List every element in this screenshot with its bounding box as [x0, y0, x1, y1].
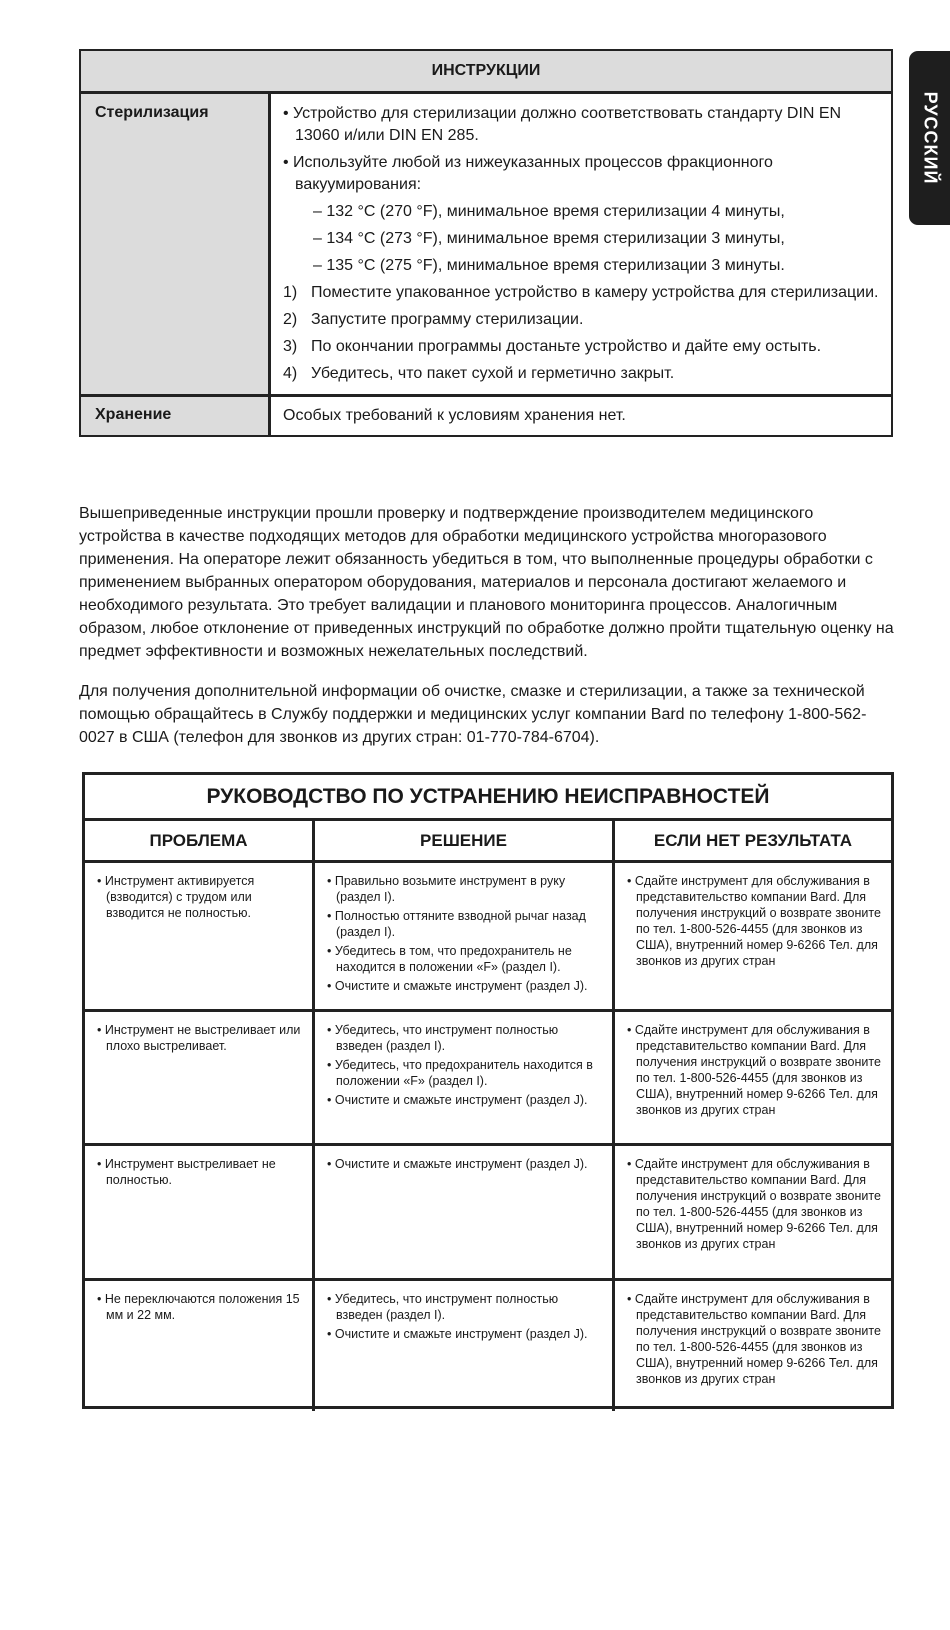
instructions-header: ИНСТРУКЦИИ	[81, 51, 891, 94]
table-row	[85, 1281, 891, 1411]
problem-cell	[85, 1012, 315, 1143]
fallback-text: • Сдайте инструмент для обслуживания в представительство компании Bard. Для получения инструкций о возврате звоните по тел. 1-800-526-4455 (для звонков из США), внутренний номер 9-6266 Тел. для звонков из других стран	[627, 1292, 881, 1386]
instructions-table	[79, 49, 893, 437]
step-text: Поместите упакованное устройство в камеру устройства для стерилизации.	[311, 284, 879, 301]
step-text: Убедитесь, что пакет сухой и герметично закрыт.	[311, 365, 675, 382]
fallback-text: • Сдайте инструмент для обслуживания в представительство компании Bard. Для получения инструкций о возврате звоните по тел. 1-800-526-4455 (для звонков из США), внутренний номер 9-6266 Тел. для звонков из других стран	[627, 874, 881, 968]
sterilization-step	[283, 282, 879, 304]
storage-label: Хранение	[81, 397, 271, 435]
troubleshooting-table	[82, 772, 894, 1409]
solution-item: • Убедитесь, что инструмент полностью взведен (раздел I).	[327, 1292, 559, 1322]
table-row	[85, 863, 891, 1012]
solution-item: • Убедитесь в том, что предохранитель не находится в положении «F» (раздел I).	[327, 944, 572, 974]
problem-text: • Инструмент активируется (взводится) с трудом или взводится не полностью.	[97, 874, 255, 920]
table-row	[85, 1146, 891, 1281]
step-text: По окончании программы достаньте устройство и дайте ему остыть.	[311, 338, 822, 355]
step-number: 1)	[283, 284, 298, 301]
fallback-cell	[615, 1281, 891, 1411]
solution-item: • Очистите и смажьте инструмент (раздел J).	[327, 979, 588, 993]
sterilization-step	[283, 336, 879, 358]
storage-row	[81, 394, 891, 435]
sterilization-row	[81, 94, 891, 394]
solution-item: • Убедитесь, что инструмент полностью взведен (раздел I).	[327, 1023, 559, 1053]
contact-paragraph: Для получения дополнительной информации об очистке, смазке и стерилизации, а также за технической помощью обращайтесь в Службу поддержки и медицинских услуг компании Bard по телефону 1-800-562-0027 в США (телефон для звонков из других стран: 01-770-784-6704).	[79, 683, 867, 746]
storage-text: Особых требований к условиям хранения нет.	[283, 407, 626, 424]
column-header-problem: ПРОБЛЕМА	[85, 821, 315, 860]
column-header-fallback: ЕСЛИ НЕТ РЕЗУЛЬТАТА	[653, 831, 853, 850]
fallback-cell	[615, 1012, 891, 1143]
language-tab	[909, 51, 950, 225]
troubleshooting-column-headers	[85, 821, 891, 863]
problem-text: • Не переключаются положения 15 мм и 22 мм.	[97, 1292, 300, 1322]
column-header-solution: РЕШЕНИЕ	[315, 821, 615, 860]
validation-paragraph: Вышеприведенные инструкции прошли проверку и подтверждение производителем медицинского устройства в качестве подходящих методов для обработки медицинского устройства многоразового применения. На операторе лежит обязанность убедиться в том, что выполненные процедуры обработки с применением выбранных оператором оборудования, материалов и персонала достигают желаемого и необходимого результата. Это требует валидации и планового мониторинга процессов. Аналогичным образом, любое отклонение от приведенных инструкций по обработке должно пройти тщательную оценку на предмет эффективности и возможных нежелательных последствий.	[79, 505, 894, 660]
sterilization-cycle: – 135 °C (275 °F), минимальное время стерилизации 3 минуты.	[313, 257, 785, 274]
fallback-cell	[615, 1146, 891, 1278]
step-number: 3)	[283, 338, 298, 355]
fallback-text: • Сдайте инструмент для обслуживания в представительство компании Bard. Для получения инструкций о возврате звоните по тел. 1-800-526-4455 (для звонков из США), внутренний номер 9-6266 Тел. для звонков из других стран	[627, 1023, 881, 1117]
sterilization-bullet: • Устройство для стерилизации должно соответствовать стандарту DIN EN 13060 и/или DIN EN 285.	[283, 105, 842, 144]
solution-cell	[315, 863, 615, 1009]
solution-cell	[315, 1281, 615, 1411]
sterilization-label: Стерилизация	[81, 94, 271, 394]
sterilization-step	[283, 309, 879, 331]
step-number: 2)	[283, 311, 298, 328]
solution-item: • Очистите и смажьте инструмент (раздел J).	[327, 1093, 588, 1107]
problem-text: • Инструмент выстреливает не полностью.	[97, 1157, 276, 1187]
sterilization-content	[271, 94, 891, 394]
fallback-cell	[615, 863, 891, 1009]
solution-item: • Очистите и смажьте инструмент (раздел J).	[327, 1327, 588, 1341]
step-number: 4)	[283, 365, 298, 382]
sterilization-bullet: • Используйте любой из нижеуказанных процессов фракционного вакуумирования:	[283, 154, 773, 193]
solution-item: • Полностью оттяните взводной рычаг назад (раздел I).	[327, 909, 586, 939]
sterilization-cycle: – 134 °C (273 °F), минимальное время стерилизации 3 минуты,	[313, 230, 785, 247]
solution-item: • Очистите и смажьте инструмент (раздел J).	[327, 1157, 588, 1171]
solution-cell	[315, 1146, 615, 1278]
sterilization-step	[283, 363, 879, 385]
troubleshooting-title: РУКОВОДСТВО ПО УСТРАНЕНИЮ НЕИСПРАВНОСТЕЙ	[85, 775, 891, 821]
table-row	[85, 1012, 891, 1146]
problem-cell	[85, 1146, 315, 1278]
step-text: Запустите программу стерилизации.	[311, 311, 584, 328]
problem-cell	[85, 863, 315, 1009]
solution-item: • Правильно возьмите инструмент в руку (раздел I).	[327, 874, 566, 904]
solution-cell	[315, 1012, 615, 1143]
fallback-text: • Сдайте инструмент для обслуживания в представительство компании Bard. Для получения инструкций о возврате звоните по тел. 1-800-526-4455 (для звонков из США), внутренний номер 9-6266 Тел. для звонков из других стран	[627, 1157, 881, 1251]
language-tab-label: РУССКИЙ	[920, 91, 940, 185]
solution-item: • Убедитесь, что предохранитель находится в положении «F» (раздел I).	[327, 1058, 593, 1088]
problem-text: • Инструмент не выстреливает или плохо выстреливает.	[97, 1023, 301, 1053]
problem-cell	[85, 1281, 315, 1411]
sterilization-cycle: – 132 °C (270 °F), минимальное время стерилизации 4 минуты,	[313, 203, 785, 220]
